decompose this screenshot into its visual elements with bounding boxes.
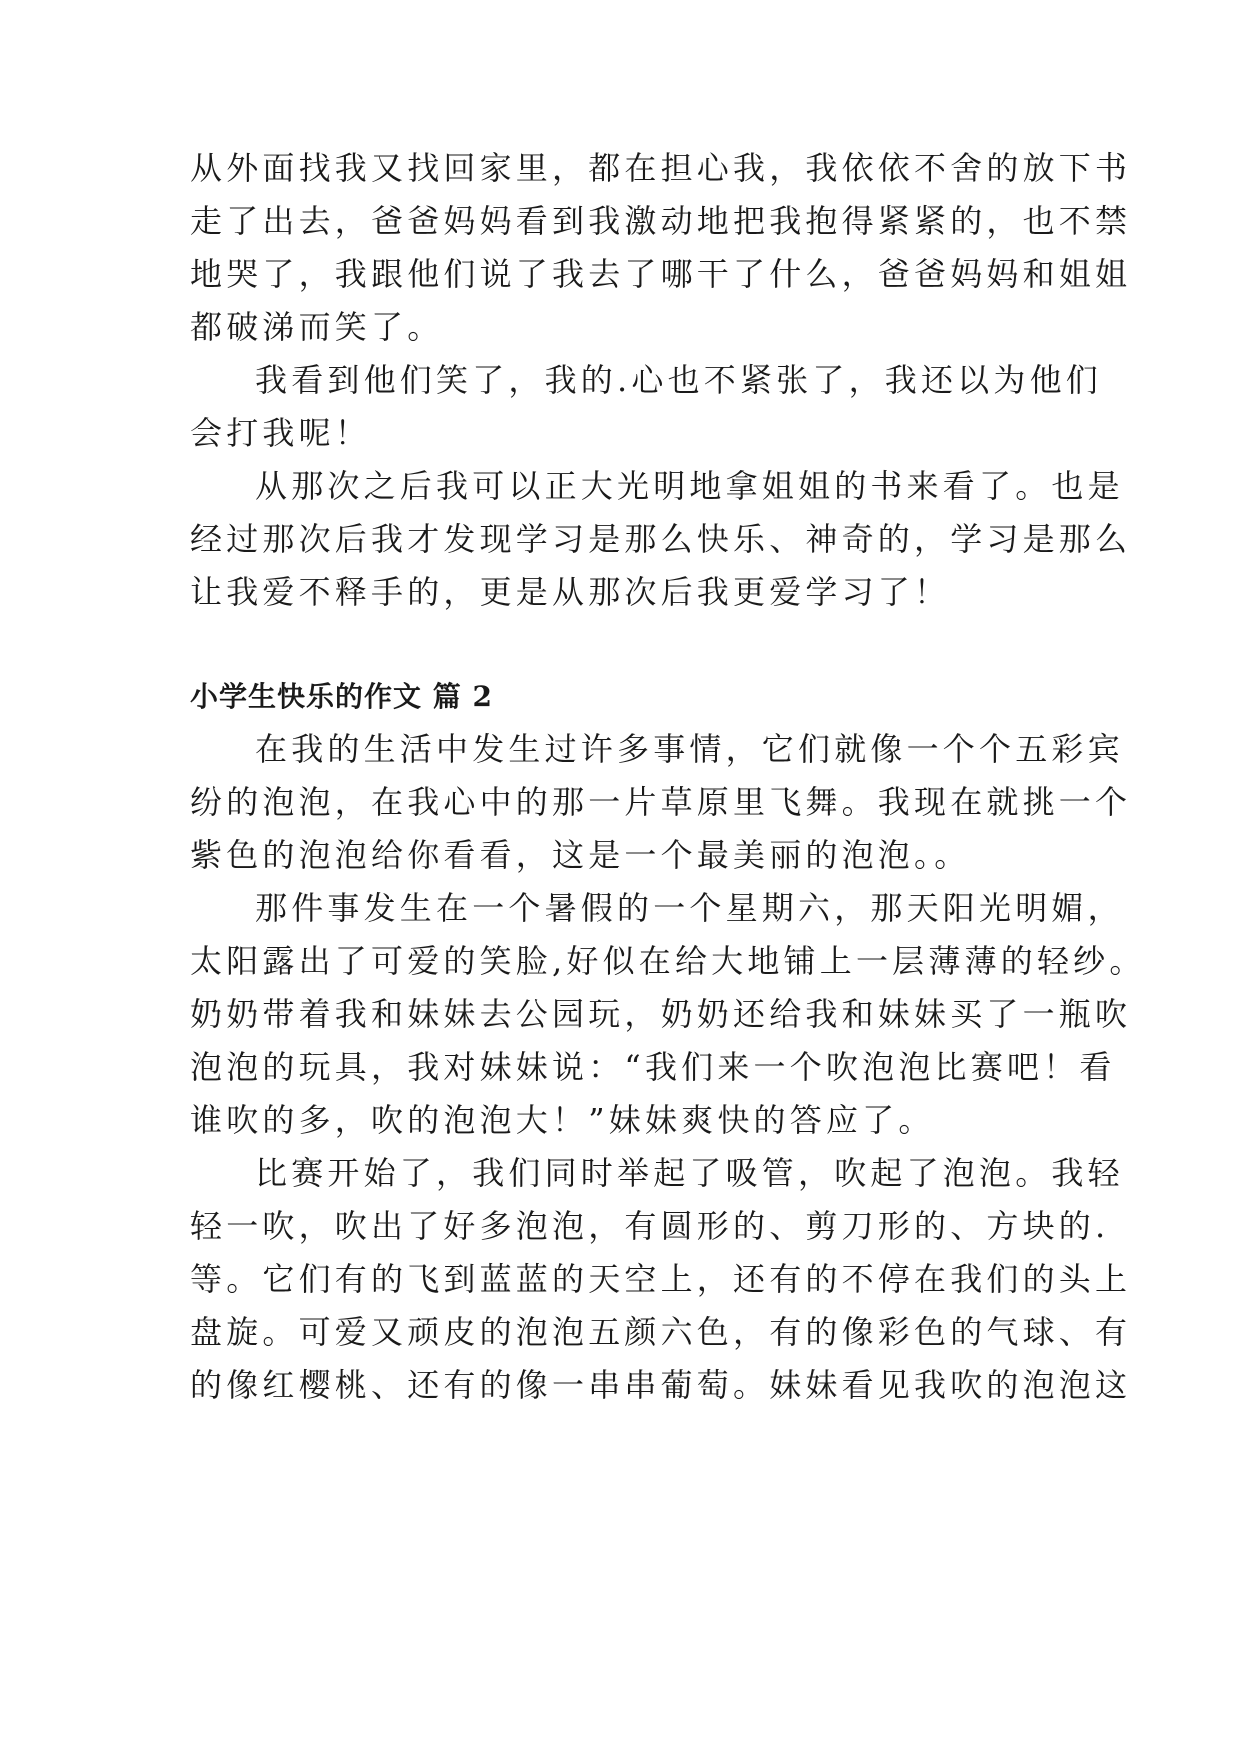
text-line: 从外面找我又找回家里，都在担心我，我依依不舍的放下书 [190,149,1132,187]
text-line: 让我爱不释手的，更是从那次后我更爱学习了！ [190,573,951,611]
text-line: 等。它们有的飞到蓝蓝的天空上，还有的不停在我们的头上 [190,1260,1132,1298]
text-line: 都破涕而笑了。 [190,308,444,346]
text-line: 泡泡的玩具，我对妹妹说：“我们来一个吹泡泡比赛吧！看 [190,1048,1116,1086]
text-line: 太阳露出了可爱的笑脸,好似在给大地铺上一层薄薄的轻纱。 [190,942,1146,980]
text-line: 谁吹的多，吹的泡泡大！”妹妹爽快的答应了。 [190,1101,935,1139]
text-line: 经过那次后我才发现学习是那么快乐、神奇的，学习是那么 [190,520,1132,558]
text-line: 纷的泡泡，在我心中的那一片草原里飞舞。我现在就挑一个 [190,783,1132,821]
text-line: 紫色的泡泡给你看看，这是一个最美丽的泡泡。。 [190,836,971,874]
text-line: 在我的生活中发生过许多事情，它们就像一个个五彩宾 [255,730,1124,768]
text-line: 的像红樱桃、还有的像一串串葡萄。妹妹看见我吹的泡泡这 [190,1366,1132,1404]
text-line: 比赛开始了，我们同时举起了吸管，吹起了泡泡。我轻 [255,1154,1124,1192]
text-line: 走了出去，爸爸妈妈看到我激动地把我抱得紧紧的，也不禁 [190,202,1132,240]
text-line: 从那次之后我可以正大光明地拿姐姐的书来看了。也是 [255,467,1124,505]
text-line: 奶奶带着我和妹妹去公园玩，奶奶还给我和妹妹买了一瓶吹 [190,995,1132,1033]
text-line: 盘旋。可爱又顽皮的泡泡五颜六色，有的像彩色的气球、有 [190,1313,1132,1351]
text-line: 会打我呢！ [190,414,372,452]
text-line: 那件事发生在一个暑假的一个星期六，那天阳光明媚， [255,889,1124,927]
text-line: 轻一吹，吹出了好多泡泡，有圆形的、剪刀形的、方块的. [190,1207,1110,1245]
text-line: 我看到他们笑了，我的.心也不紧张了，我还以为他们 [255,361,1102,399]
section-heading: 小学生快乐的作文 篇 2 [190,680,493,713]
text-line: 地哭了，我跟他们说了我去了哪干了什么，爸爸妈妈和姐姐 [190,255,1132,293]
